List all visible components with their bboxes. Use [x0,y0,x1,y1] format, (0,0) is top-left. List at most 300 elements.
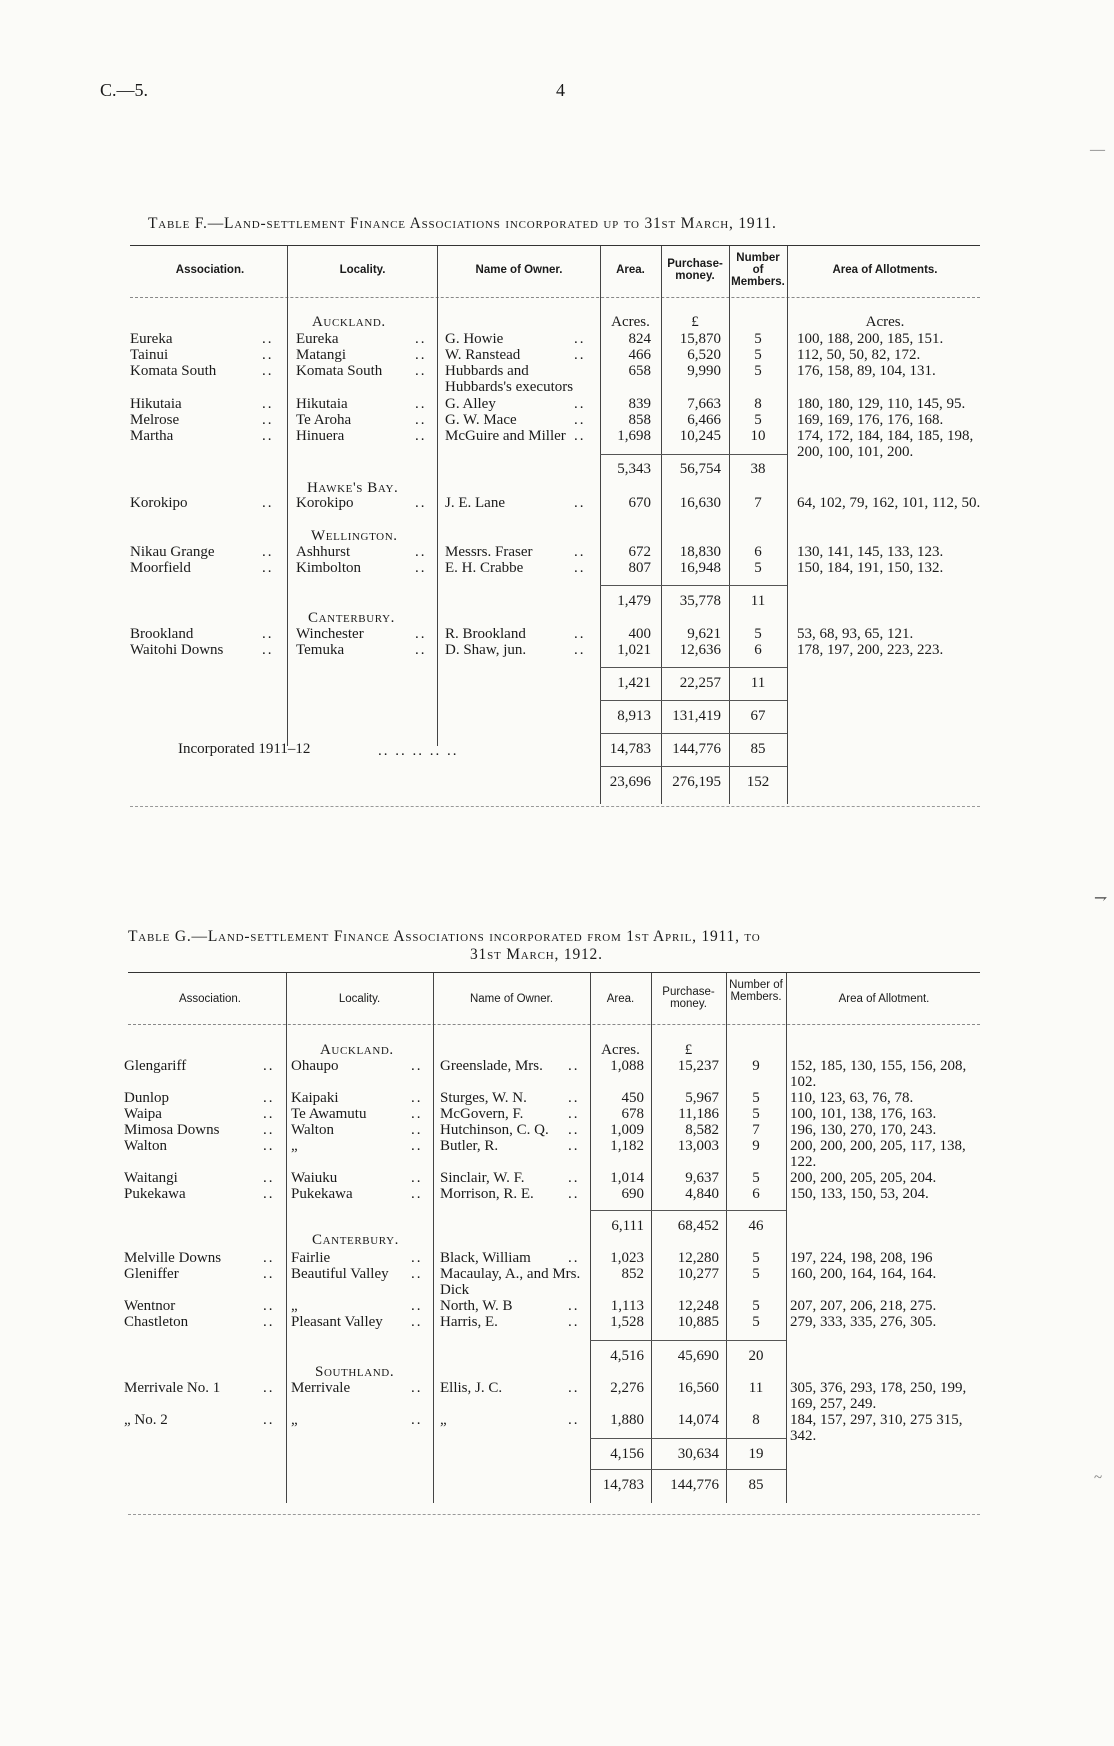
total-members: 85 [748,1477,764,1493]
member-count: 8 [754,396,762,412]
allotment-areas: 160, 200, 164, 164, 164. [790,1266,937,1282]
margin-mark: ⇁ [1094,890,1108,907]
leader-dots: .. [411,1186,423,1202]
locality: Hikutaia [296,396,348,412]
table-g-unit-area: Acres. [601,1042,640,1058]
table-g-district-heading: Auckland. [320,1042,394,1058]
total-area: 23,696 [609,774,651,790]
allotment-areas: 64, 102, 79, 162, 101, 112, 50. [797,495,981,511]
allotment-areas: 152, 185, 130, 155, 156, 208, 102. [790,1058,967,1090]
purchase-money: 16,560 [677,1380,719,1396]
table-g-unit-purchase: £ [684,1042,693,1058]
table-g-col-divider [786,973,787,1503]
table-f-subtotal-rule [600,454,787,455]
leader-dots: .. [574,347,586,363]
table-g-header-locality: Locality. [338,993,381,1005]
leader-dots: .. [411,1250,423,1266]
member-count: 5 [754,412,762,428]
locality: Waiuku [291,1170,338,1186]
association-name: Komata South [130,363,217,379]
area-acres: 839 [628,396,651,412]
total-purchase-money: 131,419 [672,708,721,724]
table-g-title-continued: 31st March, 1912. [470,946,603,963]
purchase-money: 4,840 [685,1186,719,1202]
locality: Komata South [296,363,383,379]
owner-name: „ [440,1412,447,1428]
member-count: 5 [752,1090,760,1106]
leader-dots: .. [411,1298,423,1314]
total-members: 67 [750,708,766,724]
leader-dots: .. [574,495,586,511]
member-count: 5 [752,1266,760,1282]
leader-dots: .. [574,626,586,642]
table-f-subtotal-rule [600,700,787,701]
leader-dots: .. [411,1106,423,1122]
owner-name: North, W. B [440,1298,513,1314]
locality: Walton [291,1122,334,1138]
leader-dots: .. [262,363,274,379]
owner-name: J. E. Lane [445,495,505,511]
leader-dots: .. [263,1106,275,1122]
locality: „ [291,1412,298,1428]
allotment-areas: 130, 141, 145, 133, 123. [797,544,944,560]
association-name: Nikau Grange [130,544,215,560]
table-f-col-divider [661,246,662,804]
locality: Merrivale [291,1380,351,1396]
leader-dots: .. [574,396,586,412]
leader-dots: .. [415,428,427,444]
table-f-district-heading: Auckland. [312,314,386,330]
page-number: 4 [556,80,565,100]
area-acres: 670 [628,495,651,511]
locality: Eureka [296,331,339,347]
total-members: 85 [750,741,766,757]
total-area: 14,783 [602,1477,644,1493]
leader-dots: .. [411,1314,423,1330]
table-f-subtotal-rule [600,585,787,586]
leader-dots: .. [411,1122,423,1138]
total-members: 38 [750,461,766,477]
leader-dots: .. [263,1380,275,1396]
purchase-money: 11,186 [678,1106,719,1122]
association-name: Martha [130,428,174,444]
owner-name: G. Howie [445,331,504,347]
locality: Beautiful Valley [291,1266,389,1282]
association-name: Merrivale No. 1 [124,1380,221,1396]
allotment-areas: 200, 200, 205, 205, 204. [790,1170,937,1186]
table-g-header-owner: Name of Owner. [469,993,554,1005]
area-acres: 807 [628,560,651,576]
purchase-money: 10,245 [679,428,721,444]
table-f-district-heading: Wellington. [311,528,398,544]
table-g-header-rule [128,1024,980,1025]
table-f-header-area: Area. [616,264,645,276]
document-reference: C.—5. [100,80,149,100]
owner-name: Ellis, J. C. [440,1380,503,1396]
leader-dots: .. [263,1314,275,1330]
purchase-money: 9,637 [685,1170,719,1186]
association-name: Waipa [124,1106,162,1122]
owner-name: McGuire and Miller [445,428,566,444]
allotment-areas: 112, 50, 50, 82, 172. [797,347,921,363]
purchase-money: 15,237 [677,1058,719,1074]
owner-name: Morrison, R. E. [440,1186,534,1202]
table-g-district-heading: Canterbury. [312,1232,399,1248]
association-name: Wentnor [124,1298,176,1314]
table-f-header-rule [130,297,980,298]
purchase-money: 16,948 [679,560,721,576]
leader-dots: .. [262,347,274,363]
purchase-money: 14,074 [677,1412,719,1428]
leader-dots: .. [415,495,427,511]
total-area: 4,516 [610,1348,644,1364]
purchase-money: 12,248 [677,1298,719,1314]
leader-dots: .. [568,1058,580,1074]
table-f-bottom-rule [130,806,980,807]
leader-dots: .. [568,1186,580,1202]
leader-dots: .. [568,1090,580,1106]
leader-dots: .. [263,1122,275,1138]
member-count: 6 [754,544,762,560]
table-f-header-association: Association. [175,264,245,276]
table-g-header-allotments: Area of Allotment. [838,993,930,1005]
leader-dots: .. [574,544,586,560]
area-acres: 1,528 [610,1314,644,1330]
table-f-district-heading: Canterbury. [308,610,395,626]
total-purchase-money: 144,776 [670,1477,719,1493]
table-g-top-rule [128,972,980,973]
association-name: Dunlop [124,1090,169,1106]
area-acres: 1,023 [610,1250,644,1266]
total-members: 11 [750,675,766,691]
association-name: Melville Downs [124,1250,222,1266]
table-f-col-divider [600,246,601,804]
area-acres: 690 [621,1186,644,1202]
area-acres: 672 [628,544,651,560]
leader-dots: .. [411,1266,423,1282]
margin-mark: — [1090,142,1105,158]
total-members: 46 [748,1218,764,1234]
purchase-money: 6,520 [687,347,721,363]
purchase-money: 9,621 [687,626,721,642]
owner-name: Macaulay, A., and Mrs. Dick [440,1266,581,1298]
table-g-title: Table G.—Land-settlement Finance Associations incorporated from 1st April, 1911, to [128,928,761,945]
owner-name: W. Ranstead [445,347,521,363]
leader-dots: .. [262,428,274,444]
owner-name: McGovern, F. [440,1106,524,1122]
leader-dots: .. [262,412,274,428]
association-name: Waitangi [124,1170,178,1186]
locality: Pleasant Valley [291,1314,383,1330]
allotment-areas: 150, 133, 150, 53, 204. [790,1186,929,1202]
member-count: 5 [754,560,762,576]
leader-dots: .. [411,1412,423,1428]
total-members: 20 [748,1348,764,1364]
area-acres: 1,009 [610,1122,644,1138]
total-purchase-money: 22,257 [679,675,721,691]
allotment-areas: 100, 188, 200, 185, 151. [797,331,944,347]
leader-dots: .. [415,347,427,363]
owner-name: Sinclair, W. F. [440,1170,525,1186]
member-count: 5 [754,331,762,347]
table-f-header-locality: Locality. [339,264,386,276]
purchase-money: 6,466 [687,412,721,428]
table-f-col-divider [287,246,288,746]
total-area: 6,111 [611,1218,644,1234]
allotment-areas: 180, 180, 129, 110, 145, 95. [797,396,966,412]
locality: Temuka [296,642,345,658]
association-name: „ No. 2 [124,1412,168,1428]
allotment-areas: 305, 376, 293, 178, 250, 199, 169, 257, 249. [790,1380,967,1412]
area-acres: 1,113 [610,1298,644,1314]
purchase-money: 12,636 [679,642,721,658]
owner-name: Butler, R. [440,1138,499,1154]
locality: Ohaupo [291,1058,339,1074]
leader-dots: .. [262,560,274,576]
area-acres: 1,088 [610,1058,644,1074]
association-name: Eureka [130,331,173,347]
area-acres: 2,276 [610,1380,644,1396]
allotment-areas: 196, 130, 270, 170, 243. [790,1122,937,1138]
purchase-money: 12,280 [677,1250,719,1266]
leader-dots: .. [568,1122,580,1138]
leader-dots: .. [568,1138,580,1154]
table-g-col-divider [651,973,652,1503]
allotment-areas: 200, 200, 200, 205, 117, 138, 122. [790,1138,966,1170]
owner-name: Hubbards and Hubbards's executors [445,363,574,395]
area-acres: 824 [628,331,651,347]
owner-name: G. W. Mace [445,412,517,428]
allotment-areas: 53, 68, 93, 65, 121. [797,626,914,642]
association-name: Glengariff [124,1058,187,1074]
member-count: 9 [752,1138,760,1154]
purchase-money: 10,885 [677,1314,719,1330]
locality: Matangi [296,347,346,363]
purchase-money: 16,630 [679,495,721,511]
association-name: Moorfield [130,560,191,576]
locality: Kaipaki [291,1090,339,1106]
locality: Winchester [296,626,364,642]
member-count: 5 [752,1106,760,1122]
locality: Fairlie [291,1250,331,1266]
leader-dots: .. [574,642,586,658]
table-f-header-members: Number of Members. [731,252,785,288]
table-g-header-area: Area. [606,993,635,1005]
table-f-unit-allotments: Acres. [865,314,905,330]
owner-name: Sturges, W. N. [440,1090,527,1106]
locality: Pukekawa [291,1186,353,1202]
leader-dots: .. [415,396,427,412]
allotment-areas: 110, 123, 63, 76, 78. [790,1090,914,1106]
table-g-header-members: Number of Members. [729,979,783,1003]
owner-name: Harris, E. [440,1314,498,1330]
purchase-money: 10,277 [677,1266,719,1282]
leader-dots: .. [568,1412,580,1428]
member-count: 6 [752,1186,760,1202]
member-count: 6 [754,642,762,658]
area-acres: 450 [621,1090,644,1106]
leader-dots: .. [568,1298,580,1314]
member-count: 9 [752,1058,760,1074]
owner-name: R. Brookland [445,626,526,642]
allotment-areas: 197, 224, 198, 208, 196 [790,1250,933,1266]
total-purchase-money: 68,452 [677,1218,719,1234]
table-f-header-purchase: Purchase-money. [667,258,723,282]
owner-name: Messrs. Fraser [445,544,533,560]
leader-dots: .. [568,1314,580,1330]
table-f-incorporated-label: Incorporated 1911–12 [178,741,311,757]
allotment-areas: 100, 101, 138, 176, 163. [790,1106,937,1122]
area-acres: 852 [621,1266,644,1282]
member-count: 5 [754,347,762,363]
leader-dots: .. [568,1170,580,1186]
margin-mark: ~ [1094,1470,1103,1486]
table-f-header-allotments: Area of Allotments. [832,264,938,276]
area-acres: 678 [621,1106,644,1122]
leader-dots: .. [262,396,274,412]
member-count: 5 [754,626,762,642]
allotment-areas: 184, 157, 297, 310, 275 315, 342. [790,1412,963,1444]
total-purchase-money: 35,778 [679,593,721,609]
locality: Korokipo [296,495,354,511]
owner-name: E. H. Crabbe [445,560,524,576]
leader-dots: .. [263,1138,275,1154]
area-acres: 1,021 [617,642,651,658]
member-count: 10 [750,428,766,444]
leader-dots: .. [262,544,274,560]
purchase-money: 18,830 [679,544,721,560]
leader-dots: .. [262,626,274,642]
purchase-money: 8,582 [685,1122,719,1138]
table-f-col-divider [787,246,788,804]
association-name: Melrose [130,412,180,428]
member-count: 5 [752,1250,760,1266]
area-acres: 1,182 [610,1138,644,1154]
leader-dots: .. [263,1298,275,1314]
leader-dots: .. [411,1138,423,1154]
total-area: 8,913 [617,708,651,724]
leader-dots: .. [411,1058,423,1074]
purchase-money: 9,990 [687,363,721,379]
allotment-areas: 279, 333, 335, 276, 305. [790,1314,937,1330]
table-g-subtotal-rule [590,1438,786,1439]
association-name: Chastleton [124,1314,189,1330]
total-members: 19 [748,1446,764,1462]
total-area: 1,479 [617,593,651,609]
leader-dots: .. [415,642,427,658]
table-g-bottom-rule [128,1514,980,1515]
table-f-top-rule [130,245,980,246]
purchase-money: 7,663 [687,396,721,412]
leader-dots: .. [574,412,586,428]
table-f-leader-dots: .. .. .. .. .. [378,743,459,759]
leader-dots: .. [574,428,586,444]
leader-dots: .. [415,412,427,428]
leader-dots: .. [263,1090,275,1106]
table-g-subtotal-rule [590,1210,786,1211]
leader-dots: .. [568,1380,580,1396]
leader-dots: .. [263,1058,275,1074]
leader-dots: .. [263,1250,275,1266]
area-acres: 400 [628,626,651,642]
table-g-subtotal-rule [590,1469,786,1470]
leader-dots: .. [415,560,427,576]
table-f-col-divider [437,246,438,746]
table-f-unit-purchase: £ [691,314,699,330]
total-area: 5,343 [617,461,651,477]
owner-name: Black, William [440,1250,531,1266]
table-f-header-owner: Name of Owner. [475,264,563,276]
total-purchase-money: 276,195 [672,774,721,790]
association-name: Korokipo [130,495,188,511]
leader-dots: .. [262,642,274,658]
leader-dots: .. [415,331,427,347]
member-count: 5 [754,363,762,379]
area-acres: 658 [628,363,651,379]
total-purchase-money: 30,634 [677,1446,719,1462]
total-members: 152 [746,774,770,790]
table-f-subtotal-rule [600,733,787,734]
purchase-money: 13,003 [677,1138,719,1154]
allotment-areas: 207, 207, 206, 218, 275. [790,1298,937,1314]
member-count: 11 [748,1380,764,1396]
member-count: 7 [752,1122,760,1138]
total-purchase-money: 144,776 [672,741,721,757]
owner-name: Greenslade, Mrs. [440,1058,543,1074]
locality: Ashhurst [296,544,351,560]
table-f-subtotal-rule [600,766,787,767]
purchase-money: 5,967 [685,1090,719,1106]
table-f-subtotal-rule [600,667,787,668]
locality: Te Aroha [296,412,352,428]
allotment-areas: 150, 184, 191, 150, 132. [797,560,944,576]
member-count: 5 [752,1314,760,1330]
locality: „ [291,1138,298,1154]
table-g-col-divider [590,973,591,1503]
member-count: 8 [752,1412,760,1428]
table-g-col-divider [433,973,434,1503]
table-g-subtotal-rule [590,1340,786,1341]
association-name: Pukekawa [124,1186,186,1202]
area-acres: 1,014 [610,1170,644,1186]
table-f-col-divider [729,246,730,804]
table-f-title: Table F.—Land-settlement Finance Associations incorporated up to 31st March, 1911. [148,215,777,232]
owner-name: G. Alley [445,396,496,412]
owner-name: Hutchinson, C. Q. [440,1122,549,1138]
table-g-col-divider [286,973,287,1503]
total-area: 14,783 [609,741,651,757]
table-g-col-divider [726,973,727,1503]
area-acres: 1,880 [610,1412,644,1428]
total-purchase-money: 45,690 [677,1348,719,1364]
leader-dots: .. [415,363,427,379]
leader-dots: .. [415,544,427,560]
table-f-unit-area: Acres. [611,314,650,330]
total-area: 4,156 [610,1446,644,1462]
allotment-areas: 178, 197, 200, 223, 223. [797,642,944,658]
leader-dots: .. [568,1250,580,1266]
area-acres: 466 [628,347,651,363]
leader-dots: .. [411,1380,423,1396]
locality: Kimbolton [296,560,362,576]
owner-name: D. Shaw, jun. [445,642,527,658]
leader-dots: .. [411,1090,423,1106]
allotment-areas: 169, 169, 176, 176, 168. [797,412,944,428]
association-name: Walton [124,1138,167,1154]
area-acres: 1,698 [617,428,651,444]
leader-dots: .. [262,495,274,511]
table-g-district-heading: Southland. [315,1364,395,1380]
